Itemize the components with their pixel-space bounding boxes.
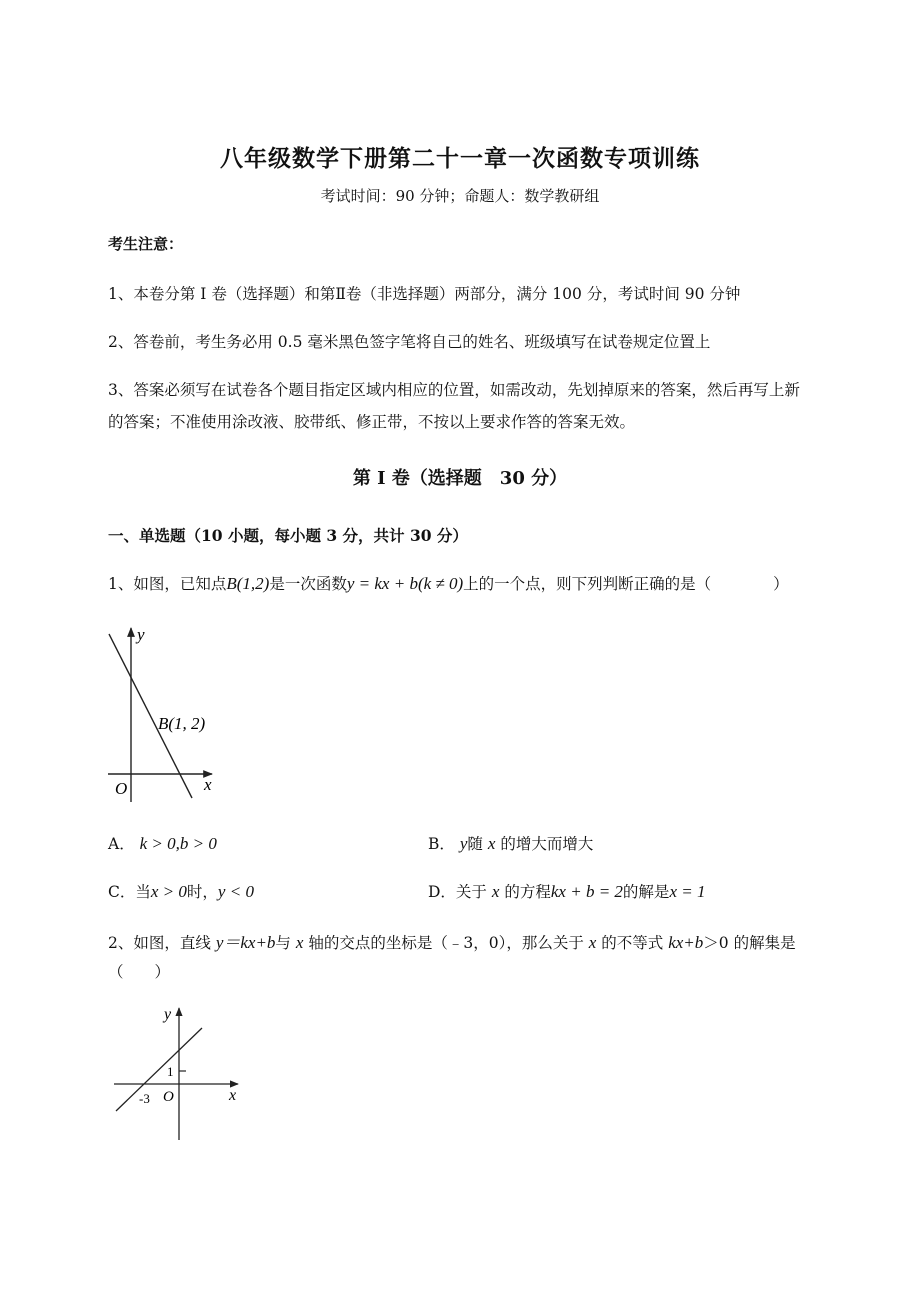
q2-x2: x bbox=[588, 933, 597, 952]
option-c-text: 时， bbox=[186, 883, 218, 901]
notice-item-1: 1、本卷分第 I 卷（选择题）和第Ⅱ卷（非选择题）两部分，满分 100 分，考试时间 90 分钟 bbox=[108, 285, 741, 303]
q2-rest: 轴的交点的坐标是（﹣3，0），那么关于 bbox=[308, 934, 584, 952]
option-d-math-x: x bbox=[491, 882, 500, 901]
q2-function: y＝kx+b bbox=[215, 933, 276, 952]
q2-y-label: y bbox=[164, 1006, 172, 1023]
q2-function-line bbox=[116, 1028, 202, 1111]
q2-tick-neg3-label: -3 bbox=[139, 1091, 150, 1106]
q1-option-b[interactable] bbox=[428, 832, 593, 854]
option-b-math-y: y bbox=[459, 834, 468, 853]
option-d-label: D．关于 bbox=[428, 883, 487, 901]
section-title: 第 I 卷（选择题 30 分） bbox=[352, 468, 568, 489]
option-d-math-sol: x = 1 bbox=[669, 882, 706, 901]
option-b-text-2: 的增大而增大 bbox=[500, 835, 594, 853]
q1-graph bbox=[100, 622, 230, 807]
question-2-answer-bracket: （ ） bbox=[108, 963, 171, 981]
option-a-math: k > 0,b > 0 bbox=[139, 834, 217, 853]
page-title: 八年级数学下册第二十一章一次函数专项训练 bbox=[220, 145, 700, 172]
q2-prefix: 2、如图，直线 bbox=[108, 934, 211, 952]
q1-option-a[interactable] bbox=[108, 832, 217, 854]
q1-x-label: x bbox=[204, 775, 212, 794]
notice-heading: 考生注意： bbox=[108, 235, 184, 253]
option-b-text-1: 随 bbox=[467, 835, 483, 853]
q2-x: x bbox=[295, 933, 304, 952]
q2-mid2: 的不等式 bbox=[601, 934, 664, 952]
q1-y-label: y bbox=[137, 625, 145, 644]
q2-inequality: kx+b bbox=[668, 933, 704, 952]
notice-item-3: 3、答案必须写在试卷各个题目指定区域内相应的位置，如需改动，先划掉原来的答案，然后再写上新 bbox=[108, 381, 800, 399]
option-a-label: A． bbox=[108, 835, 135, 853]
option-d-text-1: 的方程 bbox=[504, 883, 551, 901]
q2-x-label: x bbox=[229, 1087, 237, 1104]
q2-origin-label: O bbox=[163, 1089, 174, 1105]
option-c-math-1: x > 0 bbox=[150, 882, 187, 901]
option-c-label: C．当 bbox=[108, 883, 151, 901]
q2-tick-1-label: 1 bbox=[167, 1064, 174, 1079]
option-d-math-eq: kx + b = 2 bbox=[550, 882, 623, 901]
q1-option-c[interactable] bbox=[108, 880, 254, 902]
q1-function: y = kx + b(k ≠ 0) bbox=[346, 574, 464, 593]
q2-end: ＞0 的解集是 bbox=[703, 934, 796, 952]
option-b-label: B． bbox=[428, 835, 455, 853]
question-1-stem bbox=[108, 572, 789, 594]
q1-point-label: B(1, 2) bbox=[158, 714, 206, 733]
q1-origin-label: O bbox=[115, 779, 128, 798]
question-2-stem bbox=[108, 928, 796, 953]
notice-item-2: 2、答卷前，考生务必用 0.5 毫米黑色签字笔将自己的姓名、班级填写在试卷规定位置上 bbox=[108, 333, 711, 351]
q1-suffix: 上的一个点，则下列判断正确的是（ ） bbox=[463, 575, 789, 593]
option-b-math-x: x bbox=[487, 834, 496, 853]
q2-graph bbox=[106, 1002, 248, 1144]
q1-option-d[interactable] bbox=[428, 880, 705, 902]
option-d-text-2: 的解是 bbox=[622, 883, 670, 901]
option-c-math-2: y < 0 bbox=[217, 882, 254, 901]
exam-info: 考试时间：90 分钟；命题人：数学教研组 bbox=[320, 187, 600, 205]
q2-mid: 与 bbox=[275, 934, 291, 952]
q1-prefix: 1、如图，已知点 bbox=[108, 575, 227, 593]
question-group-heading: 一、单选题（10 小题，每小题 3 分，共计 30 分） bbox=[108, 526, 468, 545]
q1-middle: 是一次函数 bbox=[269, 575, 347, 593]
q1-point: B(1,2) bbox=[226, 574, 270, 593]
notice-item-3-cont: 的答案；不准使用涂改液、胶带纸、修正带，不按以上要求作答的答案无效。 bbox=[108, 413, 636, 431]
